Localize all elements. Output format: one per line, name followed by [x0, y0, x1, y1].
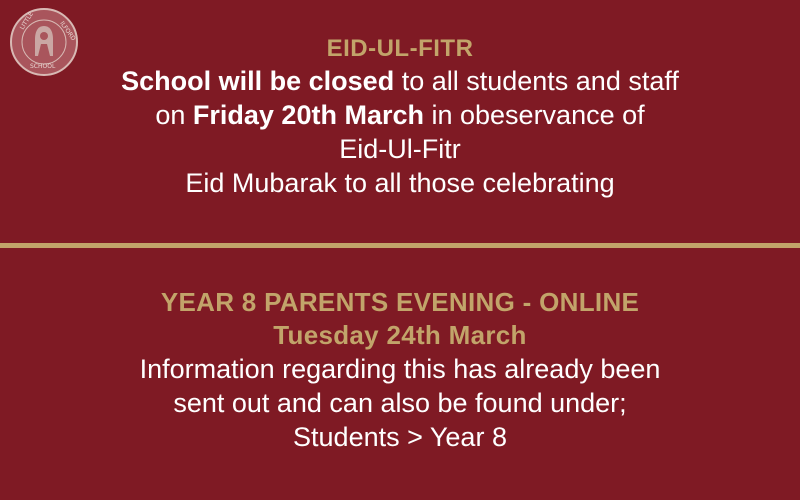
eid-line-1: [0, 64, 800, 98]
eid-line-1-rest: to all students and staff: [394, 66, 679, 96]
eid-line-2-bold: Friday 20th March: [192, 100, 424, 130]
parents-evening-section: [0, 286, 800, 454]
eid-heading: EID-UL-FITR: [326, 35, 474, 62]
eid-line-2-rest: in obeservance of: [423, 100, 645, 130]
eid-line-1-bold: School will be closed: [121, 66, 395, 96]
eid-line-2: [0, 98, 800, 132]
parents-evening-line-1: Information regarding this has already been: [139, 354, 661, 384]
eid-line-3: Eid-Ul-Fitr: [339, 134, 461, 164]
parents-evening-date: Tuesday 24th March: [273, 320, 527, 350]
eid-line-4: Eid Mubarak to all those celebrating: [185, 168, 615, 198]
parents-evening-line-2: sent out and can also be found under;: [173, 388, 627, 418]
eid-section: [0, 34, 800, 200]
svg-text:SCHOOL: SCHOOL: [30, 63, 56, 70]
eid-line-2-pre: on: [155, 100, 193, 130]
svg-text:LITTLE: LITTLE: [18, 10, 36, 32]
svg-text:ILFORD: ILFORD: [58, 20, 77, 43]
section-divider: [0, 243, 800, 248]
parents-evening-heading: YEAR 8 PARENTS EVENING - ONLINE: [160, 287, 640, 317]
parents-evening-line-3: Students > Year 8: [293, 422, 507, 452]
